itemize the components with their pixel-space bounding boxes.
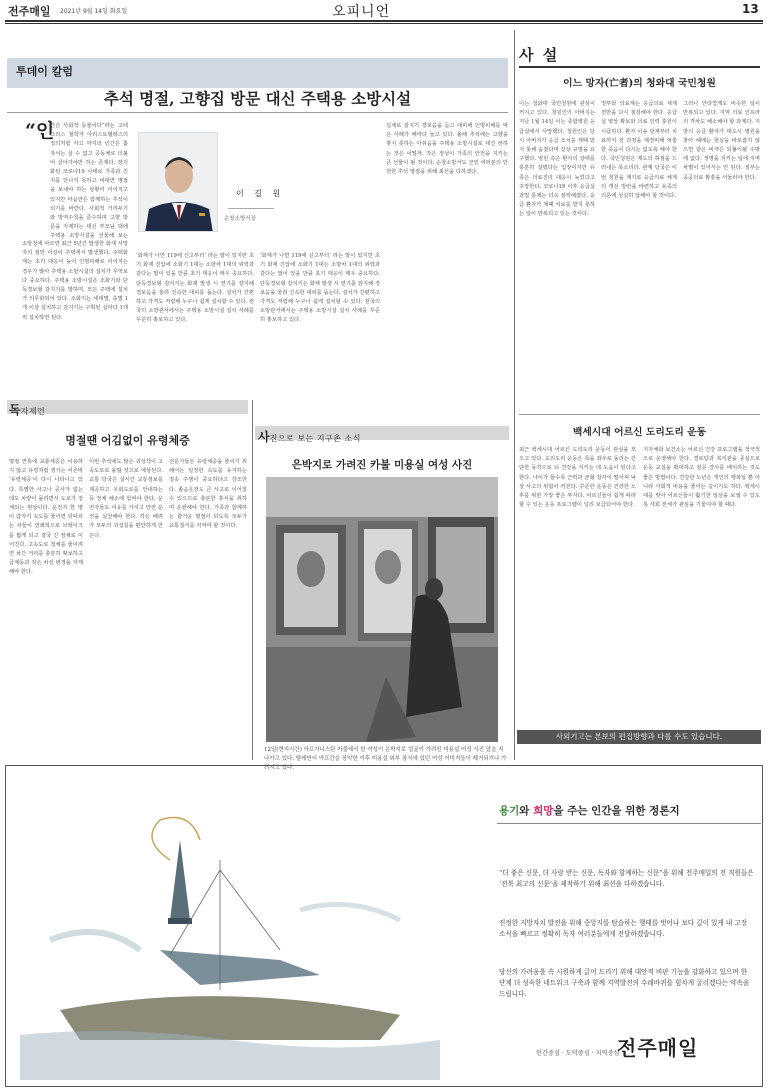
ad-paragraph-1: “더 좋은 신문, 더 사랑 받는 신문, 독자와 함께하는 신문”을 위해 전주매일의 전 직원들은 ‘전북 최고의 신문’을 제작하기 위해 최선을 다하겠습니다. [499, 869, 754, 888]
ad-paragraph-2: 진정한 지방자치 발전을 위해 중앙지를 탐습하는 행태를 벗어나 보다 깊이 있게 내 고장 소식을 빠르고 정확히 독자 여러분들에게 전달하겠습니다. [499, 919, 748, 938]
editorial-2-text-0: 최근 백세시대 어르신 도리도리 운동이 관심을 모으고 있다. 도리도리 운동은 목을 좌우로 돌리는 간단한 동작으로 뇌 건강을 지키는 데 도움이 된다고 한다. 나이가 들수록 근력과 균형 감각이 떨어져 낙상 사고의 위험이 커진다. 꾸준한 운동은 건강한 노후를 위한 가장 좋은 투자다. 어르신들이 쉽게 따라 할 수 있는 운동 프로그램이 널리 보급되어야 한다. [519, 447, 636, 509]
author-photo [138, 132, 218, 232]
editorial-split-rule [519, 414, 760, 415]
author-title: 순창소방서장 [224, 216, 256, 222]
reader-text-2: 전문가들은 유령체증을 줄이기 위해서는 일정한 속도를 유지하는 정속 주행이 중요하다고 강조한다. 졸음운전도 큰 사고로 이어질 수 있으므로 충분한 휴식을 취하며 운전해야 한다. 가족과 함께하는 즐거운 명절이 되도록 모두가 교통질서를 지켜야 할 것이다. [169, 459, 247, 530]
ad-title-post: 을 주는 인간을 위한 정론지 [553, 805, 680, 817]
reader-text-0: 명절 연휴에 교통체증은 이용하지 않고 유령처럼 생기는 이른바 ‘유령체증’이 다시 나타나고 있다. 특별한 사고나 공사가 없는데도 차량이 몰리면서 도로가 정체되는 현상이다. 운전자 한 명이 갑자기 속도를 줄이면 뒤따르는 차들이 연쇄적으로 브레이크를 밟게 되고 결국 긴 정체로 이어진다. 고속도로 정체를 줄이려면 차간 거리를 충분히 확보하고 급제동과 잦은 차선 변경을 자제해야 한다. [9, 459, 83, 576]
page-number: 13 [742, 2, 759, 16]
newspaper-name: 전주매일 [8, 5, 51, 18]
reader-divider [252, 400, 253, 760]
editorial-title-2: 백세시대 어르신 도리도리 운동 [572, 427, 707, 438]
author-rule [228, 208, 274, 209]
ad-title-pink: 희망 [533, 805, 554, 817]
photo-label-small: 진으로 보는 지구촌 소식 [269, 434, 362, 443]
editorial-1-text-0: 이는 청와대 국민청원에 관심이 커지고 있다. 청원인의 아버지는 지난 1월 14일 이는 종합병원 응급실에서 사망했다. 청원인은 당시 아버지가 응급 조치를 제때 받지 못해 숨졌다며 진상 규명을 요구했다. 병원 측은 환자의 상태를 충분히 살폈다는 입장이지만 유족은 의료진의 대응이 늦었다고 주장한다. 코로나19 이후 응급실 과밀 문제는 더욱 심각해졌다. 응급 환자가 제때 치료를 받지 못하는 일이 반복되고 있는 것이다. [519, 101, 595, 218]
photo-news-title: 은박지로 가려진 카불 미용실 여성 사진 [291, 459, 473, 471]
header-rule [5, 20, 763, 22]
street-scene-icon [266, 477, 498, 742]
kabul-street-photo [266, 477, 498, 742]
reader-label-small: 자제언 [20, 407, 46, 416]
ad-tagline: 인간중심 · 도덕중심 · 지역중심 [536, 1050, 620, 1057]
editorial-header: 사 설 [519, 46, 560, 64]
ship-illustration [20, 800, 440, 1080]
header-rule-thin [5, 23, 763, 24]
reader-label-big: 독 [9, 403, 21, 417]
lead-character: “인 [25, 120, 55, 142]
photo-news-label [258, 428, 361, 445]
column-text-1: ‘화재가 나면 119에 신고부터’ 라는 말이 있지만 초기 화재 진압에 소화기 1대는 소방차 1대의 위력과 같다는 말이 있을 만큼 초기 대응이 매우 중요하다. 단독경보형 감지기는 화재 발생 시 연기를 감지해 경보음을 울려 신속한 대피를 돕는다. 설치가 간편하고 가격도 저렴해 누구나 쉽게 설치할 수 있다. 전국의 소방관서에서는 주택용 소방시설 설치 사례를 꾸준히 홍보하고 있다. [136, 253, 254, 324]
author-portrait-icon [139, 133, 218, 232]
column-label-box [7, 58, 508, 88]
column-text-3: 실제로 감지기 경보음을 듣고 대피해 인명피해를 막은 사례가 해마다 늘고 있다. 올해 추석에는 고향을 찾지 못하는 아쉬움을 주택용 소방시설로 대신 전하는 것은 어떨까. 작은 정성이 가족의 안전을 지키는 큰 선물이 될 것이다. 순창소방서도 군민 여러분의 안전한 추석 명절을 위해 최선을 다하겠다. [386, 123, 508, 176]
column-label: 투데이 칼럼 [16, 65, 73, 78]
ad-rule [497, 823, 761, 824]
ad-title-mid: 와 [519, 805, 534, 817]
column-text-0: 간은 사회적 동물이다”라는 고대 그리스 철학자 아리스토텔레스의 정의처럼 자고 까지의 인간은 홀자서는 살 수 없고 공동체로 더불어 살아가야만 하는 존재다. 장기화된 코로나19 사태로 가족과 친지를 만나지 못하고 비대면 명절을 보내야 하는 상황이 이어지고 있지만 마음만은 함께하는 추석이 되기를 바란다. 사회적 거리두기와 방역수칙을 준수하며 고향 방문을 자제하는 대신 부모님 댁에 주택용 소방시설을 선물해 보는 [50, 123, 128, 240]
author-name: 이 길 원 [236, 189, 285, 198]
photo-label-big: 사 [258, 430, 270, 444]
editorial-1-text-2: 그러나 안타깝게도 비슷한 일이 반복되고 있다. 지역 의료 인프라의 격차도 해소해야 할 과제다. 지방의 응급 환자가 대도시 병원을 찾아 헤매는 현실을 바로잡지 않으면 같은 비극은 되풀이될 수밖에 없다. 생명을 지키는 일에 지역 차별이 있어서는 안 된다. 정부는 공공의료 확충을 서둘러야 한다. [683, 101, 760, 181]
section-name: 오피니언 [332, 4, 391, 20]
reader-opinion-label [9, 401, 45, 418]
column-title: 추석 명절, 고향집 방문 대신 주택용 소방시설 [103, 89, 412, 108]
ad-paragraph-3: 당신의 가려움을 속 시원하게 긁어 드리기 위해 대안적 비판 기능을 강화하고 있으며 한 단계 더 성숙한 네트워크 구축과 함께 지역발전의 수레바퀴를 힘차게 굴리겠다는 약속을 드립니다. [499, 968, 750, 998]
editorial-title-1: 이느 망자(亡者)의 청와대 국민청원 [563, 78, 716, 89]
ship-lighthouse-icon [20, 800, 440, 1080]
photo-caption: 12일(현지시간) 아프가니스탄 카불에서 한 여성이 은박지로 얼굴이 가려진 미용실 여성 사진 앞을 지나가고 있다. 탈레반이 아프간을 장악한 이후 미용실 외부 장식에 있던 여성 이미지들이 제거되거나 가려지고 있다. [264, 747, 507, 771]
ad-headline [499, 803, 680, 818]
disclaimer-bar: 사외기고는 본보의 편집방향과 다를 수도 있습니다. [517, 730, 761, 744]
ad-title-green: 용기 [499, 805, 520, 817]
editorial-2-text-1: 지자체와 보건소는 어르신 건강 프로그램을 적극적으로 운영해야 한다. 경로당과 복지관을 중심으로 운동 교실을 확대하고 전문 강사를 배치하는 것도 좋은 방법이다. 건강한 노년은 개인의 행복일 뿐 아니라 사회적 비용을 줄이는 길이기도 하다. 백세시대를 맞아 어르신들이 활기찬 일상을 보낼 수 있도록 사회 전체가 관심을 기울여야 할 때다. [643, 447, 760, 509]
editorial-divider [514, 30, 515, 760]
editorial-1-text-1: 정부와 의료계는 응급의료 체계 전반을 다시 점검해야 한다. 응급실 병상 확보와 의료 인력 충원이 시급하다. 환자 이송 단계부터 치료까지 전 과정을 재정비해 억울한 죽음이 다시는 없도록 해야 한다. 국민청원은 제도의 허점을 드러내는 목소리다. 관계 당국은 이번 청원을 계기로 응급의료 체계의 개선 방안을 마련하고 유족의 의문에 성실히 답해야 할 것이다. [601, 101, 677, 200]
reader-opinion-title: 명절땐 어김없이 유령체증 [65, 434, 190, 447]
column-text-2: ‘화재가 나면 119에 신고부터’ 라는 말이 있지만 초기 화재 진압에 소화기 1대는 소방차 1대의 위력과 같다는 말이 있을 만큼 초기 대응이 매우 중요하다. 단독경보형 감지기는 화재 발생 시 연기를 감지해 경보음을 울려 신속한 대피를 돕는다. 설치가 간편하고 가격도 저렴해 누구나 쉽게 설치할 수 있다. 전국의 소방관서에서는 주택용 소방시설 설치 사례를 꾸준히 홍보하고 있다. [260, 253, 380, 324]
title-rule [7, 112, 508, 113]
editorial-rule [519, 66, 760, 68]
column-text-0b: 소방청에 따르면 최근 5년간 발생한 화재 사망자의 절반 이상이 주택에서 발생했다. 주택화재는 초기 대응이 늦어 인명피해로 이어지는 경우가 많아 주택용 소방시설의 설치가 무엇보다 중요하다. 주택용 소방시설은 소화기와 단독경보형 감지기를 말하며, 모든 주택에 설치가 의무화되어 있다. 소화기는 세대별, 층별 1개 이상 설치하고 감지기는 구획된 실마다 1개씩 설치하면 된다. [22, 241, 128, 321]
ad-logo: 전주매일 [617, 1036, 699, 1060]
issue-date: 2021년 9월 14일 화요일 [60, 8, 128, 15]
reader-text-1: 이번 추석에도 많은 귀성객이 고속도로로 몰릴 것으로 예상된다. 교통 당국은 실시간 교통정보를 제공하고 우회도로를 안내하는 등 정체 해소에 힘써야 한다. 운전자들도 여유를 가지고 안전 운전을 실천해야 한다. 작은 배려가 모두의 귀성길을 편안하게 만든다. [89, 459, 163, 539]
